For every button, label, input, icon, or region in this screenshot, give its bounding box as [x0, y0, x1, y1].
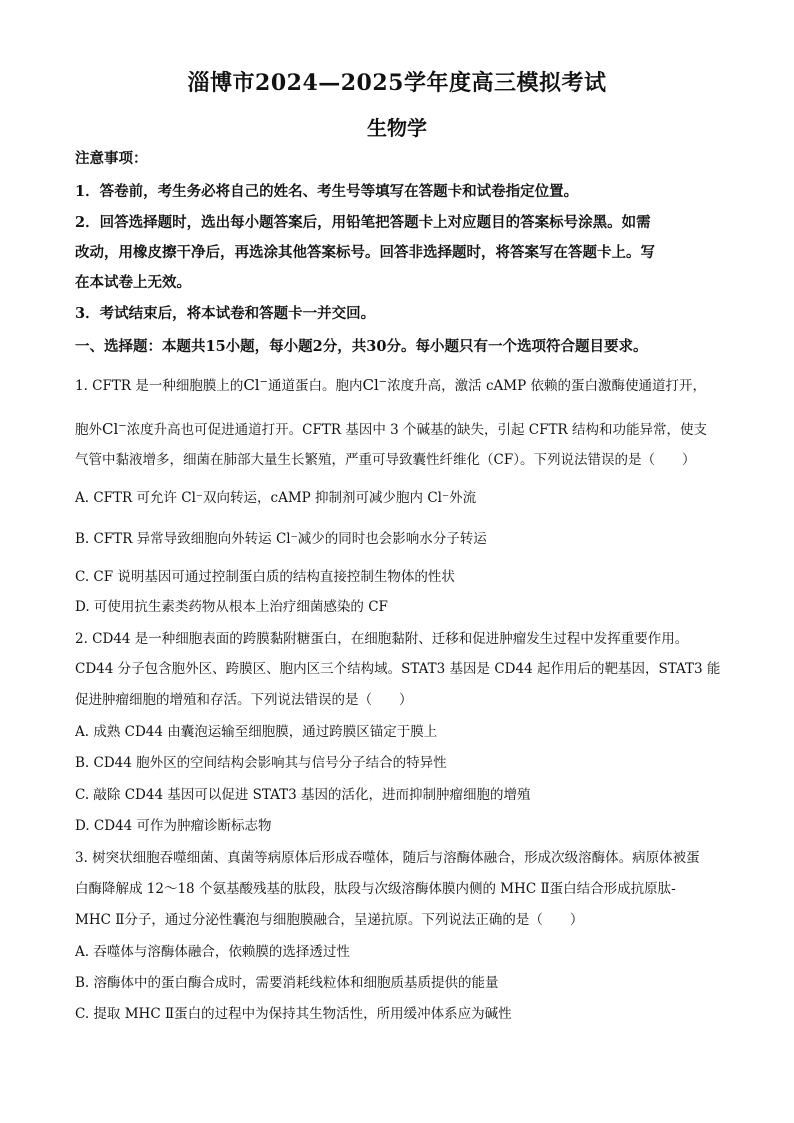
q3-stem-line: 3. 树突状细胞吞噬细菌、真菌等病原体后形成吞噬体，随后与溶酶体融合，形成次级溶酶体。病原体被蛋 [75, 850, 700, 866]
ion-charge: − [378, 376, 388, 388]
q1-option-b: B. CFTR 异常导致细胞向外转运 Cl⁻减少的同时也会影响水分子转运 [75, 531, 487, 547]
q2-stem-line: 2. CD44 是一种细胞表面的跨膜黏附糖蛋白，在细胞黏附、迁移和促进肿瘤发生过程中发挥重要作用。 [75, 631, 689, 647]
notice-line: 3．考试结束后，将本试卷和答题卡一并交回。 [75, 305, 376, 322]
section-heading: 一、选择题：本题共15小题，每小题2分，共30分。每小题只有一个选项符合题目要求。 [75, 338, 648, 355]
q3-option-a: A. 吞噬体与溶酶体融合，依赖膜的选择透过性 [75, 944, 350, 960]
q2-option-d: D. CD44 可作为肿瘤诊断标志物 [75, 818, 272, 834]
q1-text: 浓度升高也可促进通道打开。CFTR 基因中 3 个碱基的缺失，引起 CFTR 结构和功能异常，使支 [126, 422, 707, 438]
notice-line: 改动，用橡皮擦干净后，再选涂其他答案标号。回答非选择题时，将答案写在答题卡上。写 [75, 244, 655, 261]
chloride-ion: Cl [362, 376, 379, 394]
q1-stem-line [75, 420, 707, 439]
notice-heading: 注意事项： [75, 150, 148, 167]
q3-stem-line: MHC Ⅱ分子，通过分泌性囊泡与细胞膜融合，呈递抗原。下列说法正确的是（ ） [75, 912, 584, 928]
q2-option-c: C. 敲除 CD44 基因可以促进 STAT3 基因的活化，进而抑制肿瘤细胞的增殖 [75, 787, 531, 803]
q2-option-a: A. 成熟 CD44 由囊泡运输至细胞膜，通过跨膜区锚定于膜上 [75, 724, 438, 740]
q1-option-d: D. 可使用抗生素类药物从根本上治疗细菌感染的 CF [75, 599, 388, 615]
ion-charge: − [259, 376, 268, 388]
exam-title: 淄博市2024—2025学年度高三模拟考试 [187, 70, 607, 96]
q1-text: 1. CFTR 是一种细胞膜上的 [75, 378, 244, 394]
q1-text: 通道蛋白。胞内 [268, 378, 363, 394]
q1-stem-line [75, 376, 706, 395]
q1-text: 浓度升高，激活 cAMP 依赖的蛋白激酶使通道打开， [387, 378, 706, 394]
notice-line: 在本试卷上无效。 [75, 274, 191, 291]
notice-line: 1．答卷前，考生务必将自己的姓名、考生号等填写在答题卡和试卷指定位置。 [75, 183, 579, 200]
q3-option-c: C. 提取 MHC Ⅱ蛋白的过程中为保持其生物活性，所用缓冲体系应为碱性 [75, 1006, 512, 1022]
notice-line: 2．回答选择题时，选出每小题答案后，用铅笔把答题卡上对应题目的答案标号涂黑。如需 [75, 214, 651, 231]
ion-charge: − [118, 420, 127, 432]
q1-stem-line: 气管中黏液增多，细菌在肺部大量生长繁殖，严重可导致囊性纤维化（CF）。下列说法错误的是（ ） [75, 452, 696, 468]
q1-option-a: A. CFTR 可允许 Cl⁻双向转运，cAMP 抑制剂可减少胞内 Cl⁻外流 [75, 490, 477, 506]
q2-option-b: B. CD44 胞外区的空间结构会影响其与信号分子结合的特异性 [75, 755, 447, 771]
q1-option-c: C. CF 说明基因可通过控制蛋白质的结构直接控制生物体的性状 [75, 569, 455, 585]
subject-title: 生物学 [367, 116, 427, 140]
q2-stem-line: CD44 分子包含胞外区、跨膜区、胞内区三个结构域。STAT3 基因是 CD44 起作用后的靶基因，STAT3 能 [75, 661, 721, 677]
q1-text: 胞外 [75, 422, 102, 438]
q2-stem-line: 促进肿瘤细胞的增殖和存活。下列说法错误的是（ ） [75, 692, 413, 708]
chloride-ion: Cl [243, 376, 260, 394]
chloride-ion: Cl [102, 420, 119, 438]
q3-stem-line: 白酶降解成 12～18 个氨基酸残基的肽段，肽段与次级溶酶体膜内侧的 MHC Ⅱ蛋白结合形成抗原肽- [75, 881, 676, 897]
q3-option-b: B. 溶酶体中的蛋白酶合成时，需要消耗线粒体和细胞质基质提供的能量 [75, 975, 499, 991]
